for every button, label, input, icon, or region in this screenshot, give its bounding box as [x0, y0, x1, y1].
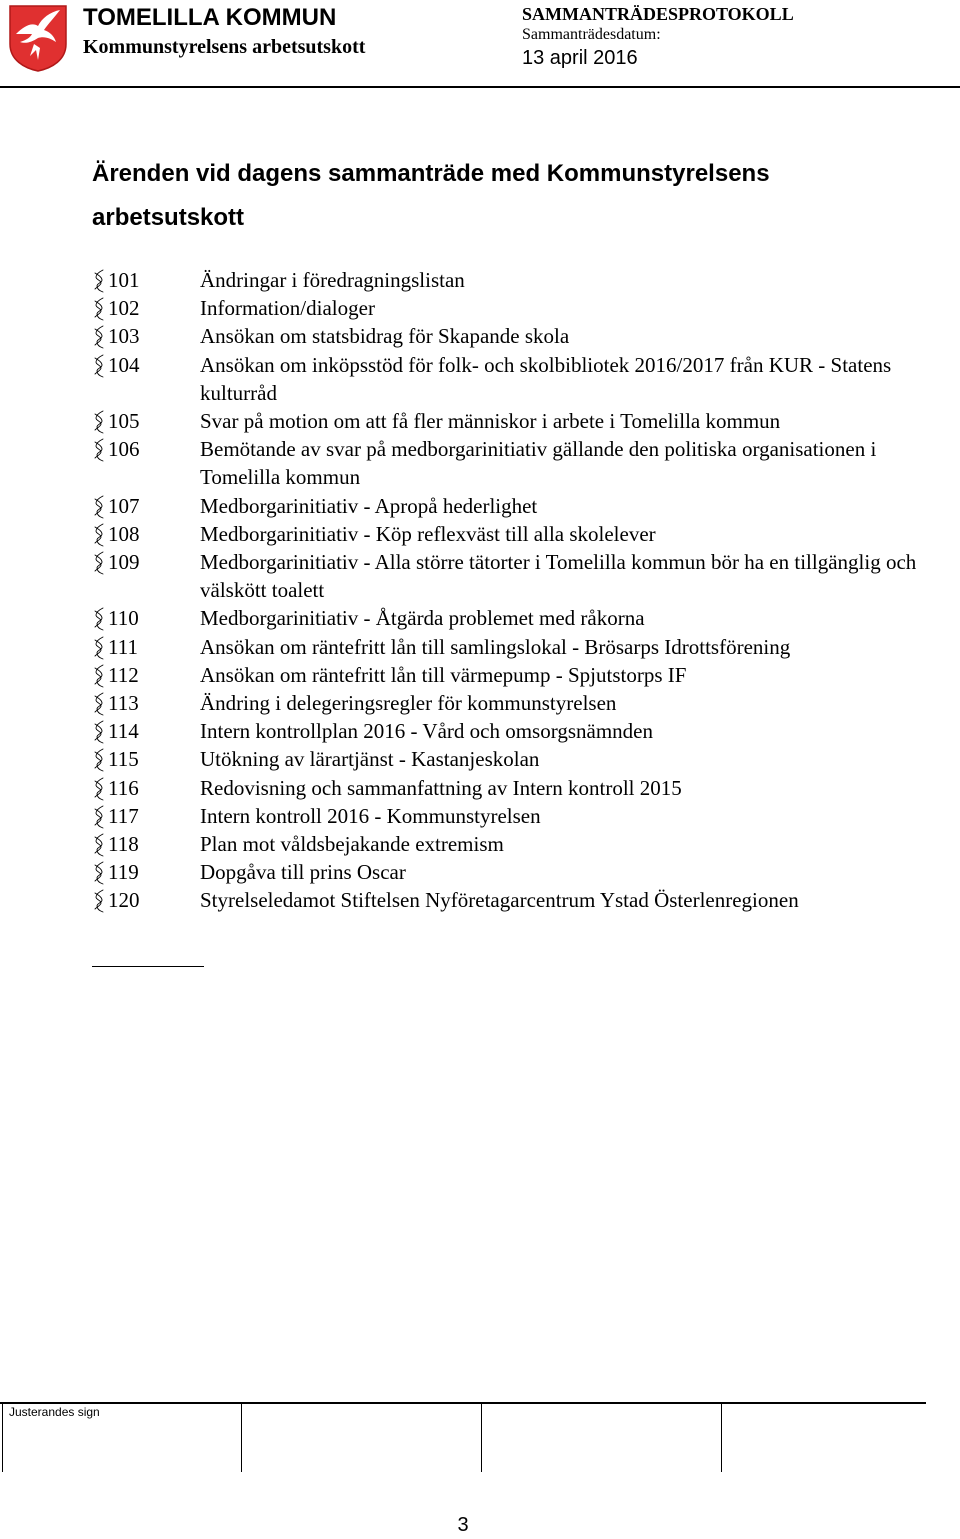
section-sign-icon — [92, 860, 106, 886]
agenda-list — [92, 266, 942, 915]
agenda-item-number: 102 — [108, 296, 140, 321]
section-sign-icon — [92, 776, 106, 802]
agenda-item — [92, 717, 942, 745]
agenda-item-title: Svar på motion om att få fler människor i arbete i Tomelilla kommun — [200, 409, 781, 434]
header-divider — [0, 86, 960, 88]
agenda-item-title: Intern kontroll 2016 - Kommunstyrelsen — [200, 803, 541, 828]
meeting-date-label: Sammanträdesdatum: — [522, 26, 661, 43]
agenda-item — [92, 266, 942, 294]
agenda-item-number: 109 — [108, 550, 140, 575]
agenda-item-title: Dopgåva till prins Oscar — [200, 860, 406, 885]
section-sign-icon — [92, 832, 106, 858]
section-sign-icon — [92, 409, 106, 435]
agenda-item-title: Ändringar i föredragningslistan — [200, 268, 465, 292]
section-sign-icon — [92, 635, 106, 661]
section-sign-icon — [92, 522, 106, 548]
section-sign-icon — [92, 747, 106, 773]
section-sign-icon — [92, 268, 106, 294]
agenda-item — [92, 774, 942, 802]
section-sign-icon — [92, 606, 106, 632]
agenda-item-number: 115 — [108, 747, 139, 772]
agenda-item-title: Medborgarinitiativ - Alla större tätorter i Tomelilla kommun bör ha en tillgänglig och välskött toalett — [200, 550, 917, 603]
signature-box-top-rule — [0, 1402, 926, 1404]
agenda-item-title: Medborgarinitiativ - Apropå hederlighet — [200, 493, 538, 518]
section-sign-icon — [92, 663, 106, 689]
signature-cell-divider — [241, 1402, 242, 1472]
agenda-item — [92, 548, 942, 604]
agenda-item-number: 116 — [108, 775, 139, 800]
document-type: SAMMANTRÄDESPROTOKOLL — [522, 4, 794, 24]
agenda-item — [92, 661, 942, 689]
meeting-date: 13 april 2016 — [522, 47, 638, 69]
page-title: Ärenden vid dagens sammanträde med Kommunstyrelsens arbetsutskott — [92, 160, 770, 231]
agenda-item — [92, 745, 942, 773]
agenda-item-title: Utökning av lärartjänst - Kastanjeskolan — [200, 747, 540, 772]
agenda-item-title: Styrelseledamot Stiftelsen Nyföretagarcentrum Ystad Österlenregionen — [200, 888, 799, 913]
agenda-item-number: 112 — [108, 662, 139, 687]
organization-name: TOMELILLA KOMMUN — [83, 4, 337, 31]
page-header — [0, 0, 960, 88]
agenda-item-number: 120 — [108, 888, 140, 913]
agenda-item-number: 119 — [108, 860, 139, 885]
section-sign-icon — [92, 324, 106, 350]
agenda-item — [92, 407, 942, 435]
agenda-item-title: Ansökan om inköpsstöd för folk- och skolbibliotek 2016/2017 från KUR - Statens kulturråd — [200, 352, 892, 405]
section-sign-icon — [92, 494, 106, 520]
signature-cell-divider — [481, 1402, 482, 1472]
agenda-item-number: 105 — [108, 409, 140, 434]
agenda-item-number: 110 — [108, 606, 139, 631]
footnote-divider — [92, 966, 204, 967]
agenda-item — [92, 689, 942, 717]
agenda-item-title: Bemötande av svar på medborgarinitiativ gällande den politiska organisationen i Tomelilla kommun — [200, 437, 877, 490]
agenda-item-number: 117 — [108, 803, 139, 828]
section-sign-icon — [92, 296, 106, 322]
agenda-item-title: Intern kontrollplan 2016 - Vård och omsorgsnämnden — [200, 719, 653, 744]
agenda-item — [92, 492, 942, 520]
agenda-item — [92, 520, 942, 548]
agenda-item-title: Ansökan om räntefritt lån till värmepump - Spjutstorps IF — [200, 662, 687, 687]
section-sign-icon — [92, 353, 106, 379]
agenda-item — [92, 294, 942, 322]
section-sign-icon — [92, 550, 106, 576]
agenda-item-title: Redovisning och sammanfattning av Intern kontroll 2015 — [200, 775, 682, 800]
agenda-item-number: 107 — [108, 493, 140, 518]
section-sign-icon — [92, 719, 106, 745]
agenda-item-title: Medborgarinitiativ - Köp reflexväst till alla skolelever — [200, 521, 656, 546]
agenda-item-number: 103 — [108, 324, 140, 349]
agenda-item — [92, 886, 942, 914]
signature-cell-divider — [2, 1402, 3, 1472]
agenda-item-title: Ändring i delegeringsregler för kommunstyrelsen — [200, 691, 617, 716]
agenda-item — [92, 435, 942, 491]
agenda-item-number: 113 — [108, 691, 139, 716]
page-number: 3 — [457, 1514, 469, 1536]
section-sign-icon — [92, 691, 106, 717]
agenda-item-number: 118 — [108, 832, 139, 857]
agenda-item — [92, 604, 942, 632]
agenda-item — [92, 858, 942, 886]
agenda-item-number: 101 — [108, 268, 140, 292]
signature-label: Justerandes sign — [9, 1405, 100, 1419]
agenda-item-title: Medborgarinitiativ - Åtgärda problemet med råkorna — [200, 606, 645, 631]
signature-cell-divider — [721, 1402, 722, 1472]
signature-box — [0, 1402, 960, 1474]
tomelilla-coat-of-arms-icon — [8, 4, 68, 72]
committee-name: Kommunstyrelsens arbetsutskott — [83, 36, 366, 58]
agenda-item-number: 114 — [108, 719, 139, 744]
agenda-item — [92, 802, 942, 830]
section-sign-icon — [92, 804, 106, 830]
section-sign-icon — [92, 437, 106, 463]
section-sign-icon — [92, 888, 106, 914]
agenda-item-number: 108 — [108, 521, 140, 546]
agenda-item — [92, 633, 942, 661]
agenda-item — [92, 830, 942, 858]
agenda-item-number: 104 — [108, 352, 140, 377]
agenda-item-number: 111 — [108, 634, 138, 659]
agenda-item-title: Ansökan om statsbidrag för Skapande skola — [200, 324, 570, 349]
agenda-item-title: Plan mot våldsbejakande extremism — [200, 832, 504, 857]
agenda-item — [92, 351, 942, 407]
agenda-item — [92, 322, 942, 350]
agenda-item-title: Ansökan om räntefritt lån till samlingslokal - Brösarps Idrottsförening — [200, 634, 791, 659]
agenda-item-number: 106 — [108, 437, 140, 462]
agenda-item-title: Information/dialoger — [200, 296, 375, 321]
